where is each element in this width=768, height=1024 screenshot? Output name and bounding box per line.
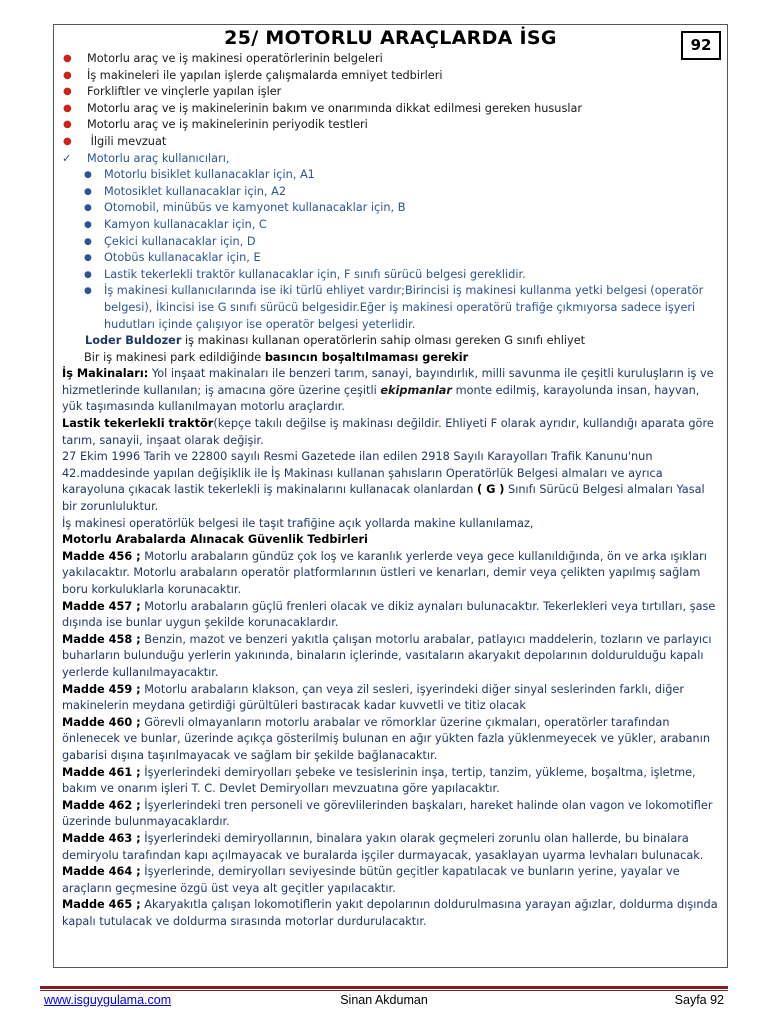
license-item: ● Motorlu bisiklet kullanacaklar için, A1: [62, 167, 721, 184]
madde-paragraph: Madde 456 ; Motorlu arabaların gündüz çok loş ve karanlık yerlerde veya gece kullanıldığında, ön ve arka ışıkları yakılacaktır. Motorlu arabaların operatör platformlarının üstleri ve kenarları, demir veya çelikten yapılmış sağlam boru korkuluklarla korunacaktır.: [62, 549, 707, 596]
blue-bullet-icon: ●: [84, 269, 92, 280]
license-item: ● Kamyon kullanacaklar için, C: [62, 217, 721, 234]
blue-bullet-icon: ●: [84, 186, 92, 197]
page-frame: [53, 24, 728, 968]
license-item: ● Motosiklet kullanacaklar için, A2: [62, 184, 721, 201]
madde-paragraph: Madde 461 ; İşyerlerindeki demiryolları şebeke ve tesislerinin inşa, tertip, tanzim, yükleme, boşaltma, işletme, bakım ve onarım işleri T. C. Devlet Demiryolları mevzuatına göre yapılacaktır.: [62, 765, 696, 796]
blue-bullet-icon: ●: [84, 170, 92, 181]
blue-bullet-icon: ●: [84, 236, 92, 247]
license-item: ● İş makinesi kullanıcılarında ise iki türlü ehliyet vardır;Birincisi iş makinesi kullanma yetki belgesi (operatör belgesi), İkincisi ise G sınıfı sürücü belgesidir.Eğer iş makinesi operatörü trafiğe çıkmıyorsa sadece işyeri hudutları içinde çalışıyor ise operatör belgesi yeterlidir.: [84, 284, 704, 331]
license-item: ● Otomobil, minübüs ve kamyonet kullanacaklar için, B: [62, 200, 721, 217]
blue-bullet-icon: ●: [84, 286, 92, 297]
lastik-paragraph: Lastik tekerlekli traktör(kepçe takılı değilse iş makinası değildir. Ehliyeti F olarak ayrıdır, kullandığı aparata göre tarım, sanayii, inşaat olarak değişir.: [62, 417, 714, 447]
checkmark-icon: ✓: [62, 151, 72, 165]
page-title: 25/ MOTORLU ARAÇLARDA İSG: [224, 27, 557, 49]
blue-bullet-icon: ●: [84, 203, 92, 214]
red-bullet-icon: ●: [63, 135, 72, 147]
park-line: Bir iş makinesi park edildiğinde basıncın boşaltılmaması gerekir: [84, 350, 469, 364]
madde-paragraph: Madde 459 ; Motorlu arabaların klakson, çan veya zil sesleri, işyerindeki diğer sinyal seslerinden farklı, diğer makinelerin meydana getirdiği gürültüleri bastıracak kadar kuvvetli ve titiz olacak: [62, 682, 684, 713]
is-makinalari-paragraph: İş Makinaları: Yol inşaat makinaları ile benzeri tarım, sanayi, bayındırlık, milli savunma ile çeşitli kuruluşların iş ve hizmetlerinde kullanılan; iş amacına göre üzerine çeşitli ekipmanlar monte edilmiş, karayolunda insan, hayvan, yük taşımasında kullanılmayan motorlu araçlardır.: [62, 367, 714, 414]
madde-paragraph: Madde 464 ; İşyerlerinde, demiryolları seviyesinde bütün geçitler kapatılacak ve bunların yerine, yayalar ve araçların geçmesine özgü üst veya alt geçitler yapılacaktır.: [62, 865, 680, 895]
bullet-item: ● İlgili mevzuat: [62, 134, 721, 151]
madde-paragraph: Madde 457 ; Motorlu arabaların güçlü frenleri olacak ve dikiz aynaları bulunacaktır. Tekerlekleri veya tırtılları, şase dışında ise bunlar uygun şekilde korunacaklardır.: [62, 599, 716, 630]
madde-paragraph: Madde 463 ; İşyerlerindeki demiryollarının, binalara yakın olarak geçmeleri zorunlu olan hallerde, bu binalara demiryolu tarafından kapı açılmayacak ve buralarda işçiler durmayacak, yasaklayan uyarma levhaları bulunacak.: [62, 831, 704, 862]
red-bullet-icon: ●: [63, 86, 72, 98]
blue-bullet-icon: ●: [84, 253, 92, 264]
bullet-item: ● Motorlu araç ve iş makinelerinin bakım ve onarımında dikkat edilmesi gereken hususlar: [62, 101, 721, 118]
page-number-box: 92: [681, 31, 721, 60]
bullet-item: ● Motorlu araç ve iş makinesi operatörlerinin belgeleri: [62, 51, 721, 68]
footer-divider: [40, 990, 728, 991]
bullet-item: ● Motorlu araç ve iş makinelerinin periyodik testleri: [62, 117, 721, 134]
red-bullet-icon: ●: [63, 102, 72, 114]
red-bullet-icon: ●: [63, 69, 72, 81]
website-link[interactable]: www.isguygulama.com: [44, 993, 172, 1007]
license-item: ● Lastik tekerlekli traktör kullanacaklar için, F sınıfı sürücü belgesi gereklidir.: [62, 267, 721, 284]
section-heading: Motorlu Arabalarda Alınacak Güvenlik Tedbirleri: [62, 533, 368, 547]
blue-bullet-icon: ●: [84, 219, 92, 230]
footer-divider: [40, 986, 728, 989]
content: [62, 51, 721, 930]
madde-paragraph: Madde 462 ; İşyerlerindeki tren personeli ve görevlilerinden başkaları, hareket halinde olan vagon ve lokomotifler üzerinde bulunmayacaklardır.: [62, 798, 713, 829]
red-bullet-icon: ●: [63, 53, 72, 64]
kanun-paragraph: 27 Ekim 1996 Tarih ve 22800 sayılı Resmi Gazetede ilan edilen 2918 Sayılı Karayolları Trafik Kanunu'nun 42.maddesinde yapılan değişiklik ile İş Makinası kullanan şahısların Operatörlük Belgesi almaları ve ayrıca karayoluna çıkacak lastik tekerlekli iş makinalarını kullanacak olanlardan ( G ) Sınıfı Sürücü Belgesi almaları Yasal bir zorunluluktur.: [62, 450, 705, 514]
page-number: Sayfa 92: [674, 993, 724, 1007]
madde-paragraph: Madde 458 ; Benzin, mazot ve benzeri yakıtla çalışan motorlu arabalar, patlayıcı maddelerin, tozların ve parlayıcı buharların bulunduğu yerlerin yakınında, binaların içlerinde, vasıtaların akaryakıt depolarının doldurulduğu kapalı yerlerde kullanılmayacaktır.: [62, 632, 712, 679]
author-name: Sinan Akduman: [340, 993, 428, 1007]
red-bullet-icon: ●: [63, 119, 72, 131]
madde-paragraph: Madde 460 ; Görevli olmayanların motorlu arabalar ve römorklar üzerine çıkmaları, operatörler tarafından önlenecek ve bunlar, üzerinde açıkça gösterilmiş bulunan en ağır yükten fazla yüklenmeyecek ve yükler, arabanın gabarisi dışına taşırılmayacak ve sağlam bir şekilde bağlanacaktır.: [62, 715, 711, 762]
operator-line: İş makinesi operatörlük belgesi ile taşıt trafiğine açık yollarda makine kullanılamaz,: [62, 516, 534, 530]
loder-line: Loder Buldozer iş makinası kullanan operatörlerin sahip olması gereken G sınıfı ehliyet: [85, 334, 586, 348]
license-item: ● Çekici kullanacaklar için, D: [62, 234, 721, 251]
license-item: ● Otobüs kullanacaklar için, E: [62, 250, 721, 267]
bullet-item: ● İş makineleri ile yapılan işlerde çalışmalarda emniyet tedbirleri: [62, 68, 721, 85]
check-item: ✓ Motorlu araç kullanıcıları,: [62, 151, 721, 168]
bullet-item: ● Forkliftler ve vinçlerle yapılan işler: [62, 84, 721, 101]
madde-paragraph: Madde 465 ; Akaryakıtla çalışan lokomotiflerin yakıt depolarının doldurulmasına yarayan ağızlar, doldurma dışında kapalı tutulacak ve doldurma sırasında motorlar durdurulacaktır.: [62, 898, 718, 928]
